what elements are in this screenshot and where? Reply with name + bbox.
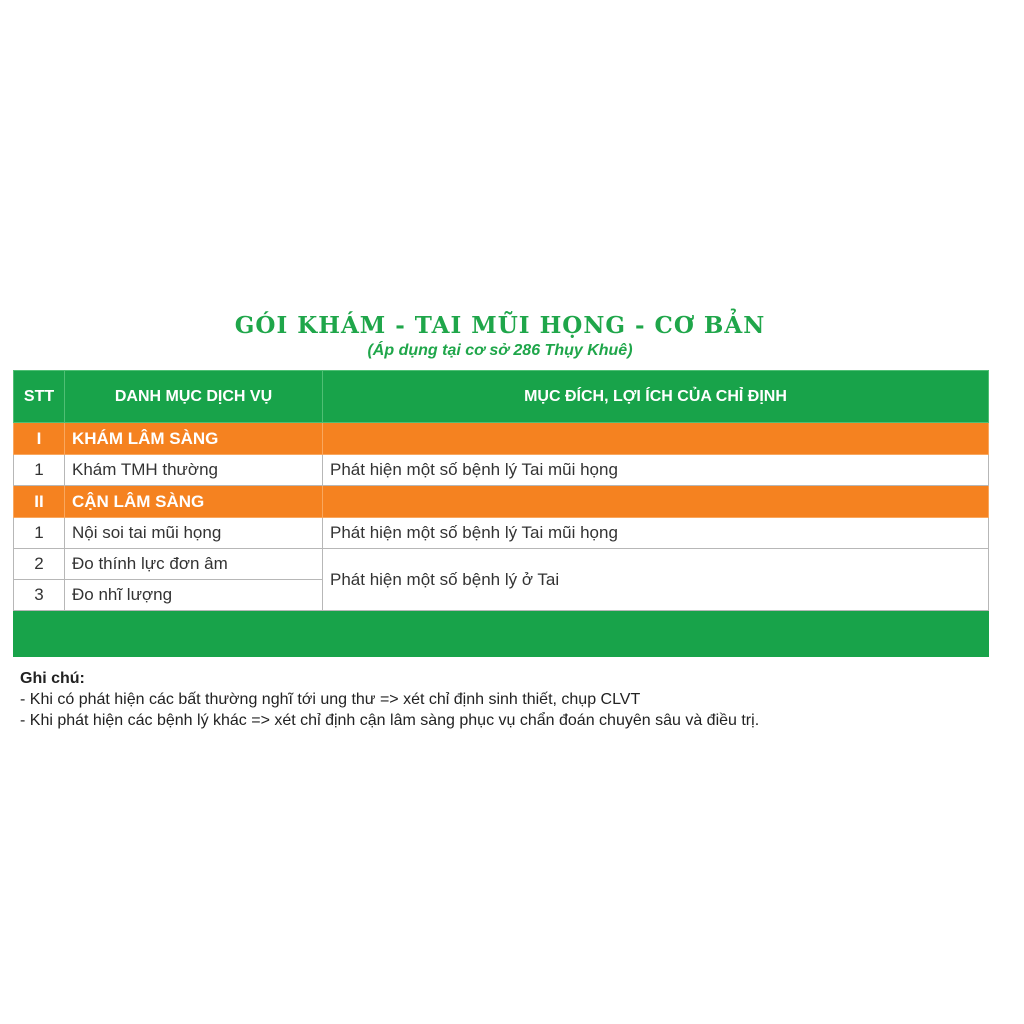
table-row	[14, 549, 989, 580]
section-row-clinical	[14, 423, 989, 455]
notes-section	[20, 668, 1010, 731]
note-item: - Khi phát hiện các bệnh lý khác => xét chỉ định cận lâm sàng phục vụ chẩn đoán chuyên sâu và điều trị.	[20, 712, 760, 729]
table-row	[14, 518, 989, 549]
section-number: II	[14, 486, 65, 518]
row-stt: 1	[14, 455, 65, 486]
row-stt: 1	[14, 518, 65, 549]
row-purpose: Phát hiện một số bệnh lý Tai mũi họng	[323, 455, 989, 486]
row-purpose: Phát hiện một số bệnh lý Tai mũi họng	[323, 518, 989, 549]
page-subtitle: (Áp dụng tại cơ sở 286 Thụy Khuê)	[367, 342, 633, 359]
row-service: Đo nhĩ lượng	[65, 580, 323, 611]
section-empty-cell	[323, 423, 989, 455]
row-purpose-merged: Phát hiện một số bệnh lý ở Tai	[323, 549, 989, 611]
service-table	[13, 370, 989, 657]
header-purpose: MỤC ĐÍCH, LỢI ÍCH CỦA CHỈ ĐỊNH	[323, 371, 989, 423]
note-item: - Khi có phát hiện các bất thường nghĩ tới ung thư => xét chỉ định sinh thiết, chụp CLVT	[20, 691, 641, 708]
page-title: GÓI KHÁM - TAI MŨI HỌNG - CƠ BẢN	[234, 312, 766, 339]
row-service: Nội soi tai mũi họng	[65, 518, 323, 549]
section-empty-cell	[323, 486, 989, 518]
row-service: Khám TMH thường	[65, 455, 323, 486]
table-row	[14, 455, 989, 486]
row-stt: 2	[14, 549, 65, 580]
section-name: CẬN LÂM SÀNG	[65, 486, 323, 518]
table-header-row	[14, 371, 989, 423]
notes-title: Ghi chú:	[20, 670, 85, 687]
header-service: DANH MỤC DỊCH VỤ	[65, 371, 323, 423]
section-number: I	[14, 423, 65, 455]
section-row-paraclinical	[14, 486, 989, 518]
row-stt: 3	[14, 580, 65, 611]
footer-cell	[14, 611, 989, 657]
section-name: KHÁM LÂM SÀNG	[65, 423, 323, 455]
header-stt: STT	[14, 371, 65, 423]
row-service: Đo thính lực đơn âm	[65, 549, 323, 580]
table-footer-bar	[14, 611, 989, 657]
